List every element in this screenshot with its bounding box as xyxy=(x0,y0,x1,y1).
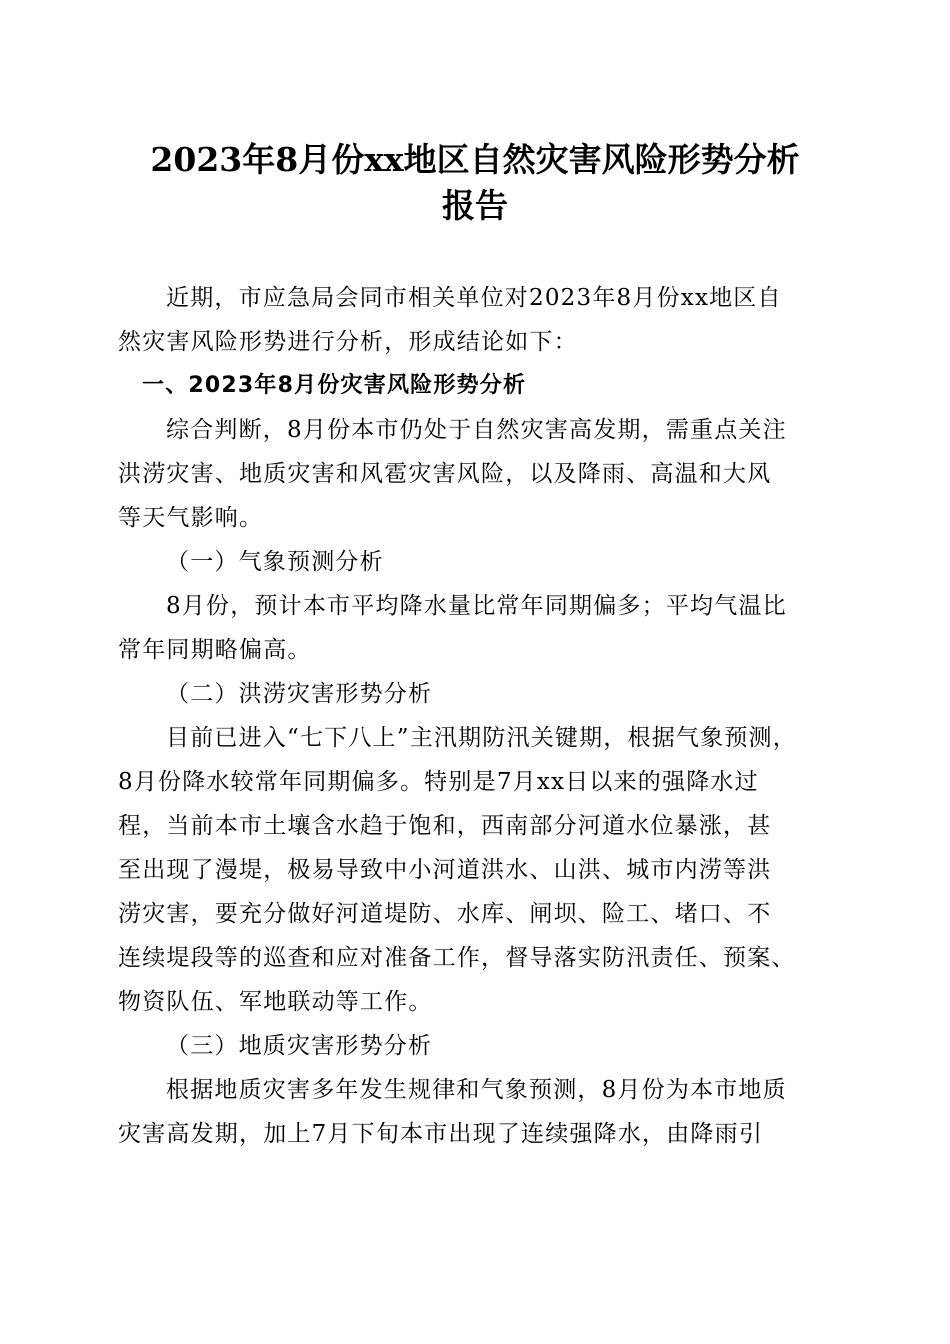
section-heading: 一、2023年8月份灾害风险形势分析 xyxy=(142,373,527,398)
paragraph-line: 常年同期略偏高。 xyxy=(118,637,312,663)
paragraph-line: 目前已进入“七下八上”主汛期防汛关键期，根据气象预测， xyxy=(166,725,797,751)
paragraph-line: 灾害高发期，加上7月下旬本市出现了连续强降水，由降雨引 xyxy=(118,1121,764,1147)
subsection-heading: （一）气象预测分析 xyxy=(166,549,384,575)
paragraph-line: 近期，市应急局会同市相关单位对2023年8月份xx地区自 xyxy=(166,285,782,311)
paragraph-line: 程，当前本市土壤含水趋于饱和，西南部分河道水位暴涨，甚 xyxy=(118,813,772,839)
paragraph-line: 然灾害风险形势进行分析，形成结论如下： xyxy=(118,329,578,355)
paragraph-line: 综合判断，8月份本市仍处于自然灾害高发期，需重点关注 xyxy=(166,417,787,443)
paragraph-line: 涝灾害，要充分做好河道堤防、水库、闸坝、险工、堵口、不 xyxy=(118,901,772,927)
paragraph-line: 连续堤段等的巡查和应对准备工作，督导落实防汛责任、预案、 xyxy=(118,945,796,971)
paragraph-line: 8月份，预计本市平均降水量比常年同期偏多；平均气温比 xyxy=(166,593,787,619)
document-body xyxy=(118,276,838,1156)
paragraph-line: 根据地质灾害多年发生规律和气象预测，8月份为本市地质 xyxy=(166,1077,787,1103)
title-line-2: 报告 xyxy=(442,186,508,225)
paragraph-line: 洪涝灾害、地质灾害和风雹灾害风险，以及降雨、高温和大风 xyxy=(118,461,772,487)
paragraph-line: 至出现了漫堤，极易导致中小河道洪水、山洪、城市内涝等洪 xyxy=(118,857,772,883)
subsection-heading: （二）洪涝灾害形势分析 xyxy=(166,681,433,707)
document-title xyxy=(0,137,950,229)
paragraph-line: 等天气影响。 xyxy=(118,505,264,531)
paragraph-line: 8月份降水较常年同期偏多。特别是7月xx日以来的强降水过 xyxy=(118,769,759,795)
title-line-1: 2023年8月份xx地区自然灾害风险形势分析 xyxy=(150,140,800,179)
subsection-heading: （三）地质灾害形势分析 xyxy=(166,1033,433,1059)
paragraph-line: 物资队伍、军地联动等工作。 xyxy=(118,989,433,1015)
